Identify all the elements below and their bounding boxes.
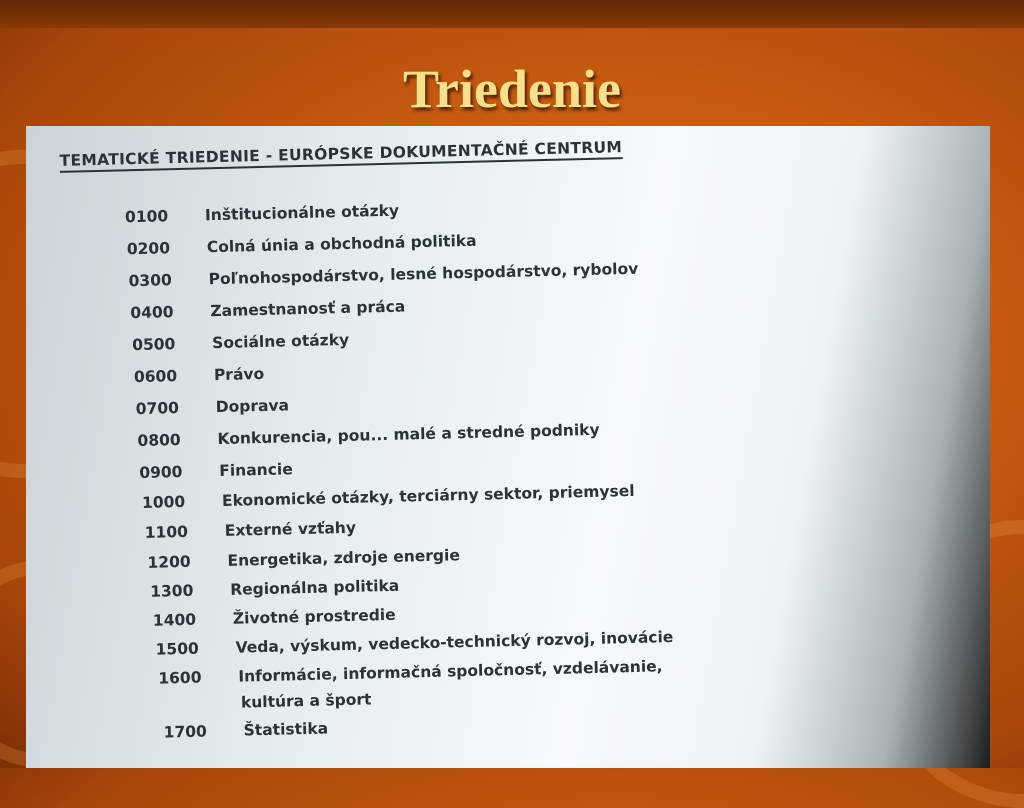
item-code: 1400 bbox=[152, 610, 197, 630]
item-code: 1700 bbox=[163, 722, 208, 742]
list-item bbox=[153, 606, 396, 630]
list-item bbox=[137, 421, 599, 450]
item-code bbox=[161, 708, 241, 710]
list-item bbox=[134, 365, 265, 386]
document-photo bbox=[26, 126, 990, 768]
item-label: Konkurencia, pou... malé a stredné podniky bbox=[217, 420, 600, 449]
item-label: kultúra a šport bbox=[240, 690, 372, 712]
list-item bbox=[147, 546, 460, 572]
list-item bbox=[161, 690, 372, 713]
item-code: 0200 bbox=[126, 239, 171, 259]
item-label: Sociálne otázky bbox=[211, 330, 350, 353]
item-code: 0700 bbox=[135, 399, 180, 419]
document-paper bbox=[26, 126, 990, 768]
list-item bbox=[136, 396, 290, 418]
item-code: 1500 bbox=[155, 639, 199, 659]
item-label: Životné prostredie bbox=[232, 605, 396, 628]
item-code: 0500 bbox=[131, 335, 176, 355]
list-item bbox=[128, 260, 638, 290]
list-item bbox=[125, 202, 399, 227]
slide-title: Triedenie bbox=[403, 59, 621, 119]
list-item bbox=[132, 331, 349, 354]
list-item bbox=[127, 232, 477, 259]
item-label: Colná únia a obchodná politika bbox=[206, 231, 477, 257]
list-item bbox=[150, 577, 399, 601]
list-item bbox=[145, 519, 357, 542]
item-code: 0300 bbox=[128, 271, 172, 291]
item-label: Inštitucionálne otázky bbox=[204, 201, 400, 225]
item-label: Financie bbox=[219, 460, 293, 481]
item-code: 1200 bbox=[147, 552, 191, 572]
item-label: Ekonomické otázky, terciárny sektor, priemysel bbox=[221, 481, 635, 510]
item-label: Zamestnanosť a práca bbox=[210, 297, 406, 321]
item-label: Štatistika bbox=[243, 719, 329, 740]
item-code: 0600 bbox=[133, 367, 178, 387]
document-heading: TEMATICKÉ TRIEDENIE - EURÓPSKE DOKUMENTAČNÉ CENTRUM bbox=[59, 138, 622, 173]
list-item bbox=[142, 482, 635, 512]
item-label: Doprava bbox=[215, 396, 290, 417]
list-item bbox=[139, 460, 293, 482]
item-code: 0900 bbox=[139, 462, 183, 483]
item-code: 0800 bbox=[137, 430, 181, 451]
item-label: Poľnohospodárstvo, lesné hospodárstvo, rybolov bbox=[208, 259, 639, 289]
item-code: 1100 bbox=[144, 522, 189, 542]
top-band bbox=[0, 0, 1024, 28]
item-label: Veda, výskum, vedecko-technický rozvoj, inovácie bbox=[235, 628, 674, 657]
item-code: 1300 bbox=[150, 581, 194, 601]
item-code: 0100 bbox=[124, 207, 169, 227]
list-item bbox=[155, 628, 673, 659]
item-code: 0400 bbox=[130, 303, 174, 323]
item-label: Externé vzťahy bbox=[224, 518, 357, 540]
list-item bbox=[130, 297, 405, 322]
item-label: Právo bbox=[213, 364, 265, 385]
item-label: Regionálna politika bbox=[229, 576, 400, 599]
item-label: Informácie, informačná spoločnosť, vzdelávanie, bbox=[238, 657, 663, 686]
item-code: 1600 bbox=[158, 668, 202, 688]
list-item bbox=[158, 657, 663, 687]
item-code: 1000 bbox=[141, 492, 186, 512]
item-label: Energetika, zdroje energie bbox=[227, 546, 461, 570]
list-item bbox=[163, 719, 328, 741]
